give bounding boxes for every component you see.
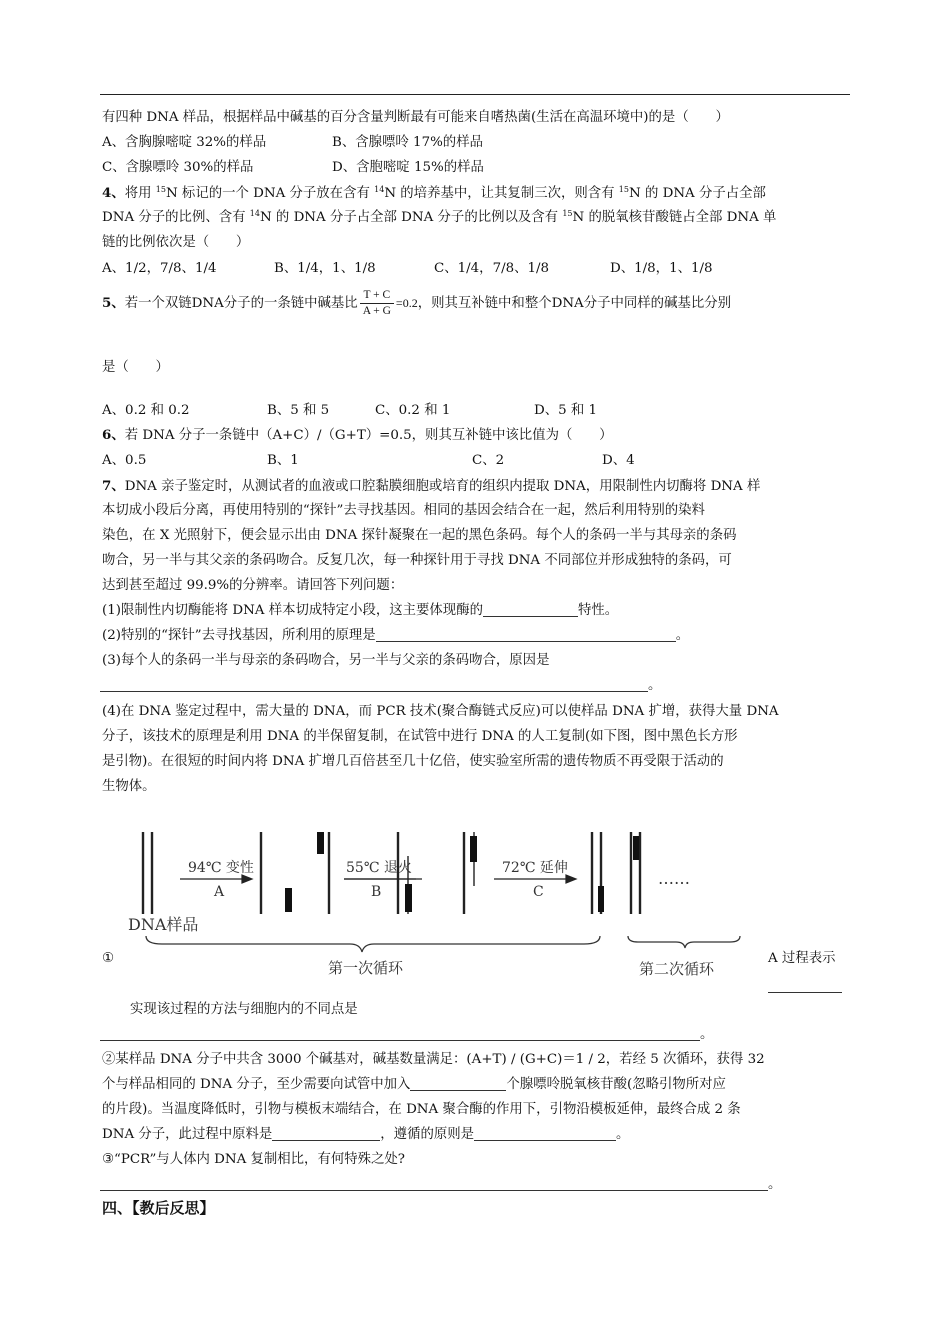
q7-sub1-blank[interactable] (483, 602, 578, 617)
q4-line3: 链的比例依次是（ ） (102, 235, 250, 250)
q7-sub3-blank[interactable] (100, 677, 648, 692)
q7-sub4-item3-blank[interactable] (100, 1176, 768, 1191)
q3-options-row1 (102, 134, 483, 152)
primer-5 (598, 886, 604, 912)
q6-option-d: D、4 (602, 453, 635, 468)
step-a-letter: A (214, 884, 225, 900)
q3-options-row2 (102, 159, 484, 177)
q7-para-line3: 染色，在 X 光照射下，便会显示出由 DNA 探针凝聚在一起的黑色条码。每个人的条码一半与其母亲的条码 (102, 528, 737, 543)
q3-option-c: C、含腺嘌呤 30%的样品 (102, 160, 254, 175)
q7-sub4-item1-a-blank[interactable] (768, 978, 842, 993)
q3-stem: 有四种 DNA 样品，根据样品中碱基的百分含量判断最有可能来自嗜热菌(生活在高温环境中)的是（ ） (102, 110, 729, 125)
q7-sub4-item3: ③“PCR”与人体内 DNA 复制相比，有何特殊之处? (102, 1152, 405, 1167)
q7-sub4-item1-b: 实现该过程的方法与细胞内的不同点是 (130, 1002, 358, 1017)
q7-para-line2: 本切成小段后分离，再使用特别的“探针”去寻找基因。相同的基因会结合在一起，然后利用特别的染料 (102, 503, 705, 518)
q7-sub4-item2-blank2[interactable] (272, 1126, 380, 1141)
step-a-label: 94℃ 变性 (188, 860, 254, 876)
q5-option-c: C、0.2 和 1 (375, 403, 451, 418)
q7-sub4-line3: 是引物)。在很短的时间内将 DNA 扩增几百倍甚至几十亿倍，使实验室所需的遗传物质不再受限于活动的 (102, 754, 724, 769)
q7-sub4-item3-answer: 。 (100, 1176, 781, 1194)
q4-number: 4、 (102, 185, 125, 201)
q7-sub4-item1-number: ① (102, 951, 115, 966)
step-b-label: 55℃ 退火 (346, 860, 412, 876)
q3-option-d: D、含胞嘧啶 15%的样品 (332, 160, 484, 175)
q7-sub4-item2-blank1[interactable] (410, 1076, 506, 1091)
q5-option-b: B、5 和 5 (267, 403, 330, 418)
primer-4 (470, 836, 477, 862)
primer-3 (405, 884, 412, 912)
q6-stem: 6、若 DNA 分子一条链中（A+C）/（G+T）=0.5，则其互补链中该比值为（ ） (102, 427, 613, 443)
q7-sub4-line2: 分子，该技术的原理是利用 DNA 的半保留复制，在试管中进行 DNA 的人工复制(如下图，图中黑色长方形 (102, 729, 738, 744)
q5-line1: 5、若一个双链DNA分子的一条链中碱基比 $\frac{T + C}{A + G}$ =0.2，则其互补链中和整个DNA分子中同样的碱基比分别 (102, 289, 732, 317)
q7-sub4-item1-a: A 过程表示 (768, 951, 836, 966)
q7-sub4-item1-a-answer (768, 978, 842, 996)
q7-sub2: (2)特别的“探针”去寻找基因，所利用的原理是 。 (102, 628, 690, 643)
pcr-diagram (122, 826, 762, 996)
q7-number: 7、 (102, 478, 125, 494)
q7-sub4-item2-line4: DNA 分子，此过程中原料是 ，遵循的原则是 。 (102, 1127, 630, 1142)
q5-fraction: $\frac{T + C}{A + G}$ (360, 289, 394, 318)
q7-para-line4: 吻合，另一半与其父亲的条码吻合。反复几次，每一种探针用于寻找 DNA 不同部位并形成独特的条码，可 (102, 553, 732, 568)
q7-sub4-line1: (4)在 DNA 鉴定过程中，需大量的 DNA，而 PCR 技术(聚合酶链式反应)可以使样品 DNA 扩增，获得大量 DNA (102, 704, 779, 719)
q4-line1: 4、将用 $^{15}$N 标记的一个 DNA 分子放在含有 $^{14}$N 的培养基中，让其复制三次，则含有 $^{15}$N 的 DNA 分子占全部 (102, 185, 766, 201)
q4-option-c: C、1/4，7/8、1/8 (434, 261, 550, 276)
primer-1 (285, 888, 292, 912)
q7-sub4-item1-b-answer: 。 (100, 1026, 713, 1044)
cycle1-brace (146, 936, 600, 952)
q5-options (102, 402, 598, 420)
q5-line2: 是（ ） (102, 360, 169, 375)
q7-para-line5: 达到甚至超过 99.9%的分辨率。请回答下列问题： (102, 578, 404, 593)
q3-option-b: B、含腺嘌呤 17%的样品 (332, 135, 483, 150)
q4-option-a: A、1/2，7/8、1/4 (102, 261, 217, 276)
q5-number: 5、 (102, 295, 125, 311)
q7-sub4-line4: 生物体。 (102, 779, 156, 794)
q5-option-d: D、5 和 1 (534, 403, 598, 418)
section4-heading: 四、【教后反思】 (102, 1199, 215, 1217)
step-c-label: 72℃ 延伸 (502, 860, 568, 876)
q7-sub4-item2-line1: ②某样品 DNA 分子中共含 3000 个碱基对，碱基数量满足：(A+T) / (G+C)＝1 / 2，若经 5 次循环，获得 32 (102, 1052, 765, 1067)
q6-option-c: C、2 (472, 453, 505, 468)
q7-sub3: (3)每个人的条码一半与母亲的条码吻合，另一半与父亲的条码吻合，原因是 (102, 653, 550, 668)
primer-6 (633, 836, 639, 860)
q5-option-a: A、0.2 和 0.2 (102, 403, 190, 418)
q6-option-a: A、0.5 (102, 453, 147, 468)
cycle1-label: 第一次循环 (328, 959, 404, 977)
q6-number: 6、 (102, 427, 125, 443)
q4-option-b: B、1/4，1、1/8 (274, 261, 376, 276)
q6-option-b: B、1 (267, 453, 299, 468)
diagram-ellipsis: …… (658, 869, 690, 888)
q7-sub1: (1)限制性内切酶能将 DNA 样本切成特定小段，这主要体现酶的 特性。 (102, 603, 619, 618)
q6-options (102, 452, 635, 470)
q4-option-d: D、1/8，1、1/8 (610, 261, 713, 276)
q7-sub4-item1-b-blank[interactable] (100, 1026, 700, 1041)
q7-sub3-answer: 。 (100, 677, 661, 695)
q7-sub4-item2-line3: 的片段)。当温度降低时，引物与模板末端结合，在 DNA 聚合酶的作用下，引物沿模板延伸，最终合成 2 条 (102, 1102, 741, 1117)
q3-option-a: A、含胸腺嘧啶 32%的样品 (102, 135, 267, 150)
q7-sub4-item2-line2: 个与样品相同的 DNA 分子，至少需要向试管中加入 个腺嘌呤脱氧核苷酸(忽略引物所对应 (102, 1077, 726, 1092)
q7-para-line1: 7、DNA 亲子鉴定时，从测试者的血液或口腔黏膜细胞或培育的组织内提取 DNA，用限制性内切酶将 DNA 样 (102, 478, 761, 494)
cycle2-brace (628, 936, 740, 948)
step-c-letter: C (533, 884, 544, 900)
primer-2 (317, 832, 324, 854)
dna-sample-label: DNA样品 (128, 915, 199, 934)
q7-sub4-item2-blank3[interactable] (474, 1126, 616, 1141)
q7-sub2-blank[interactable] (376, 627, 676, 642)
header-rule (100, 94, 850, 95)
step-b-letter: B (371, 884, 382, 900)
q4-options (102, 260, 713, 278)
cycle2-label: 第二次循环 (639, 960, 715, 978)
q4-line2: DNA 分子的比例、含有 $^{14}$N 的 DNA 分子占全部 DNA 分子的比例以及含有 $^{15}$N 的脱氧核苷酸链占全部 DNA 单 (102, 209, 777, 225)
